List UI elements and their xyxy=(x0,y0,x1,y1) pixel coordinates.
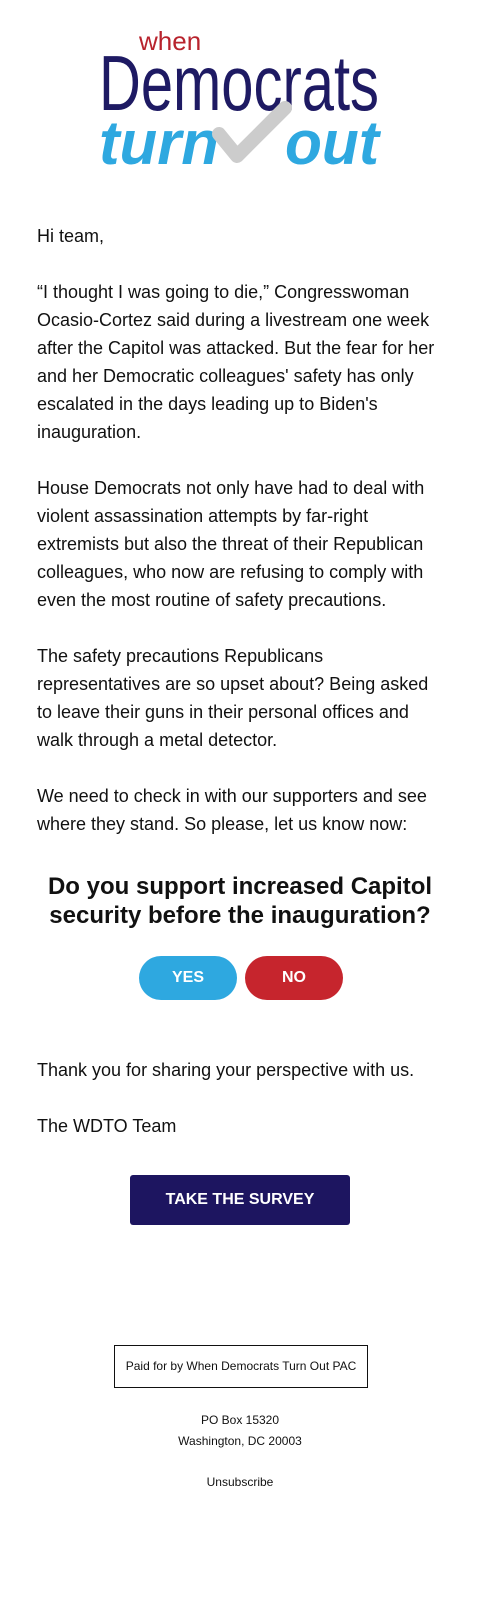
logo xyxy=(0,26,480,176)
email-body xyxy=(37,222,443,838)
logo-word-out: out xyxy=(285,109,382,176)
when-democrats-turn-out-logo xyxy=(95,26,385,176)
poll-question: Do you support increased Capitol security before the inauguration? xyxy=(47,873,433,929)
logo-word-turn: turn xyxy=(99,109,219,176)
address-line-1: PO Box 15320 xyxy=(200,1413,280,1427)
unsubscribe-link[interactable]: Unsubscribe xyxy=(206,1475,274,1489)
greeting: Hi team, xyxy=(37,226,105,246)
address-line-2: Washington, DC 20003 xyxy=(178,1434,302,1448)
yes-button[interactable]: YES xyxy=(139,956,237,1000)
poll-buttons xyxy=(0,956,480,1000)
paragraph-1: “I thought I was going to die,” Congresswoman Ocasio-Cortez said during a livestream one week after the Capitol was attacked. But the fear for her and her Democratic colleagues' safety has only escalated in the days leading up to Biden's inauguration. xyxy=(37,282,435,442)
take-survey-button[interactable]: TAKE THE SURVEY xyxy=(130,1175,350,1225)
signoff: The WDTO Team xyxy=(37,1116,177,1136)
no-button[interactable]: NO xyxy=(245,956,343,1000)
logo-word-when: when xyxy=(139,26,202,56)
logo-word-democrats: Democrats xyxy=(99,39,379,127)
paid-for-by-box: Paid for by When Democrats Turn Out PAC xyxy=(114,1345,368,1388)
thanks-text: Thank you for sharing your perspective with us. xyxy=(37,1060,415,1080)
paragraph-2: House Democrats not only have had to deal with violent assassination attempts by far-right extremists but also the threat of their Republican colleagues, who now are refusing to comply with even the most routine of safety precautions. xyxy=(37,478,425,610)
paragraph-4: We need to check in with our supporters and see where they stand. So please, let us know now: xyxy=(37,786,427,834)
paragraph-3: The safety precautions Republicans representatives are so upset about? Being asked to leave their guns in their personal offices and walk through a metal detector. xyxy=(37,646,429,750)
